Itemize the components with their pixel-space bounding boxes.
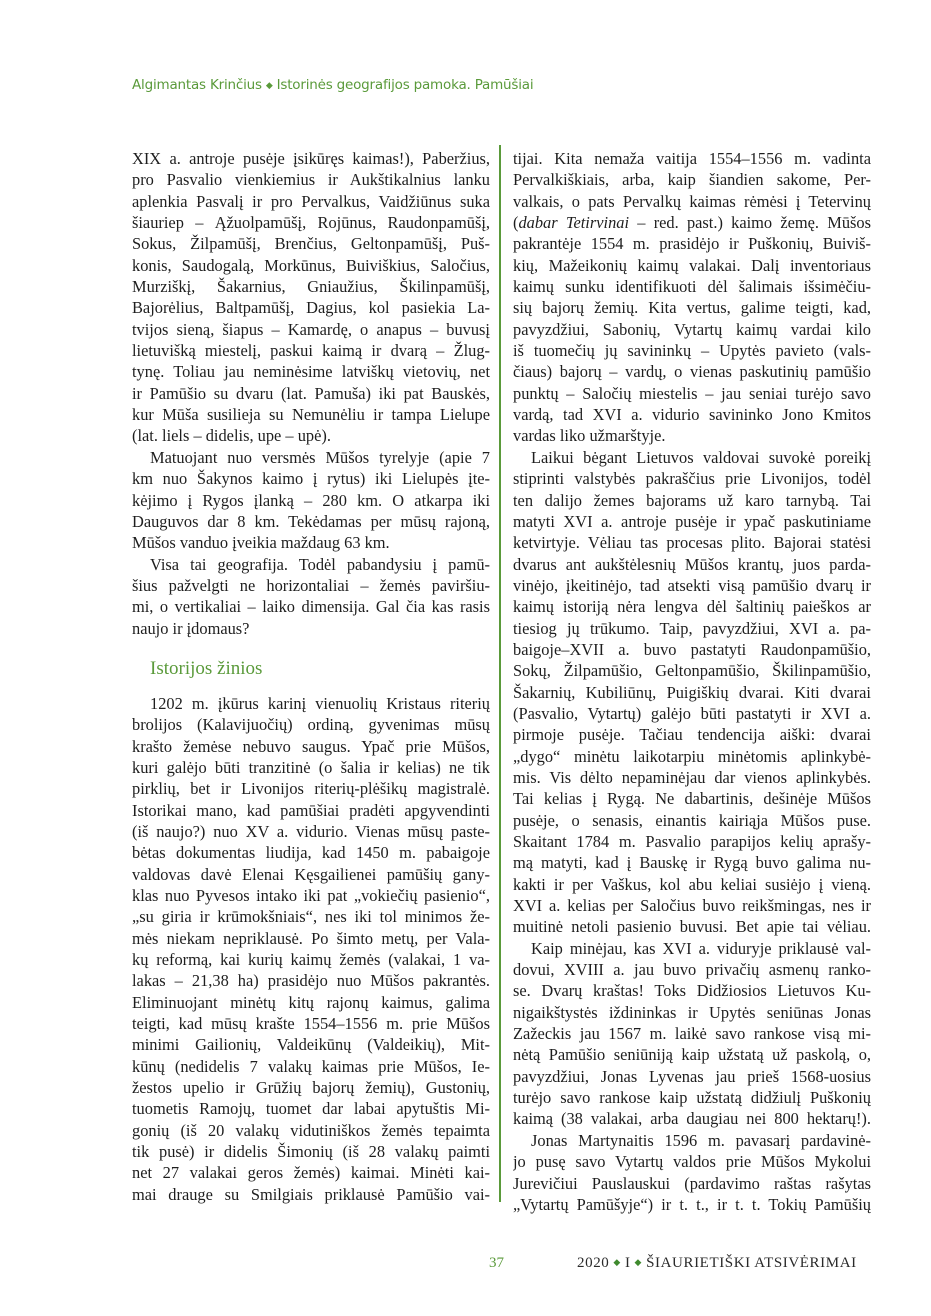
text-line: mi, o vertikaliai – laiko dimensija. Gal čia kas rasis xyxy=(132,597,490,617)
text-line: ten dalijo žemes bajorams už karo tarnybą. Tai xyxy=(513,490,871,510)
paragraph-start-line: Laikui bėgant Lietuvos valdovai suvokė poreikį xyxy=(531,447,871,467)
text-line: mą matyti, kad į Bauskę ir Rygą buvo galima nu- xyxy=(513,853,871,873)
text-line: kūnų (nedidelis 7 valakų kaimas prie Mūšos, Ie- xyxy=(132,1056,490,1076)
text-line: matyti XVI a. antroje pusėje ir ypač paskutiniame xyxy=(513,511,871,531)
text-line: ir Pamūšio su dvaru (lat. Pamuša) iki pat Bauskės, xyxy=(132,383,490,403)
text-line: valdovas davė Elenai Kęsgailienei pamūšių gany- xyxy=(132,864,490,884)
column-divider xyxy=(499,145,501,1202)
text-line: krašto žemėse nebuvo saugus. Ypač prie Mūšos, xyxy=(132,736,490,756)
text-line: dvarus ant aukštėlesnių Mūšos krantų, juos parda- xyxy=(513,554,871,574)
text-line: klas nuo Pyvesos intako iki pat „vokiečių pasienio“, xyxy=(132,886,490,905)
text-line: kur Mūša susilieja su Nemunėliu ir tampa Lielupe xyxy=(132,405,490,425)
text-line: iš tuomečių jų savininkų – Upytės pavieto (vals- xyxy=(513,341,871,361)
text-line: pirmoje pusėje. Tačiau tendencija aiški: dvarai xyxy=(513,725,871,745)
text-line: stiprinti valstybės pakraščius prie Livonijos, todėl xyxy=(513,469,871,489)
journal-title: ŠIAURIETIŠKI ATSIVĖRIMAI xyxy=(646,1255,857,1271)
text-line: vardas liko užmarštyje. xyxy=(513,426,666,446)
text-line: aplenkia Pasvalį ir pro Pervalkus, Vaidžiūnus suka xyxy=(132,191,490,211)
text-line: ketvirtyje. Vėliau tas procesas plito. Bajorai statėsi xyxy=(513,533,871,553)
text-line: net 27 valakai geros žemės) kaimai. Minėti kai- xyxy=(132,1163,490,1183)
text-line: sių bajorų žemių. Kita vertus, galime teigti, kad, xyxy=(513,298,871,318)
text-line: Mūšos vanduo įveikia maždaug 63 km. xyxy=(132,533,390,553)
text-line: pavyzdžiui, Jonas Lyvenas jau prieš 1568-uosius xyxy=(513,1066,871,1086)
text-line: kių, Mažeikonių kaimų valakai. Dalį inventoriaus xyxy=(513,255,871,275)
paragraph-start-line: Jonas Martynaitis 1596 m. pavasarį pardavinė- xyxy=(531,1130,871,1150)
text-line: Pervalkiškiais, arba, kaip šiandien sakome, Per- xyxy=(513,170,871,190)
text-line: konis, Saudogalą, Morkūnus, Buiviškius, Saločius, xyxy=(132,255,490,275)
text-line: pirklių, bet ir Livonijos riterių-plėšikų magistralė. xyxy=(132,779,490,799)
text-line: Sokus, Žilpamūšį, Brenčius, Geltonpamūšį, Puš- xyxy=(132,234,490,254)
text-line: teigti, kad mūsų krašte 1554–1556 m. prie Mūšos xyxy=(132,1014,490,1034)
text-fragment: – red. past.) kaimo žemę. Mūšos xyxy=(629,213,871,233)
text-line: baigoje–XVII a. buvo pastatyti Raudonpamūšio, xyxy=(513,639,871,659)
text-line: kakti ir per Vaškus, kol abu keliai susiėjo į vieną. xyxy=(513,874,871,894)
open-paren: ( xyxy=(513,213,519,233)
text-line: kų reformą, kai kurių kaimų žemės (valakai, 1 va- xyxy=(132,950,490,970)
text-line: Murziškį, Šakarnius, Gniaužius, Škilinpamūšį, xyxy=(132,277,490,297)
text-line: Šakarnių, Kubiliūnų, Puigiškių dvarai. Kiti dvarai xyxy=(513,682,871,702)
text-line: (lat. liels – didelis, upe – upė). xyxy=(132,426,331,446)
text-line: Zažeckis jau 1567 m. laikė savo rankose visą mi- xyxy=(513,1024,871,1044)
diamond-separator-icon: ◆ xyxy=(613,1257,621,1267)
text-line: lakas – 21,38 ha) prasidėjo nuo Mūšos pakrantės. xyxy=(132,971,490,991)
diamond-separator-icon: ◆ xyxy=(265,81,273,91)
text-line: Bajorėlius, Baltpamūšį, Dagius, kol pasiekia La- xyxy=(132,298,490,318)
journal-issue: I xyxy=(624,1255,631,1271)
running-head-author: Algimantas Krinčius xyxy=(132,77,262,93)
text-line: vardą, tad XVI a. vidurio savininko Jono Kmitos xyxy=(513,405,871,425)
text-line: Tai kelias į Rygą. Ne dabartinis, dešinėje Mūšos xyxy=(513,789,871,809)
paragraph-start-line: Matuojant nuo versmės Mūšos tyrelyje (apie 7 xyxy=(150,447,490,467)
text-line: naujo ir įdomaus? xyxy=(132,618,250,638)
left-column xyxy=(132,148,490,1205)
text-line: tijai. Kita nemaža vaitija 1554–1556 m. vadinta xyxy=(513,149,871,168)
text-line: tynę. Toliau jau neminėsime latviškų vietovių, net xyxy=(132,362,490,382)
text-line: nigaikštystės iždininkas ir Upytės seniūnas Jonas xyxy=(513,1002,871,1022)
text-line: gonių (iš 20 valakų vidutiniškos žemės tepaimta xyxy=(132,1120,490,1140)
text-line: tik pusė) ir didelis Šimonių (iš 28 valakų paimti xyxy=(132,1142,490,1162)
text-line: muitinė netoli pasienio buvusi. Bet apie tai vėliau. xyxy=(513,917,871,937)
text-line: „su giria ir krūmokšniais“, nes iki tol minimos že- xyxy=(132,907,490,927)
paragraph-start-line: Visa tai geografija. Todėl pabandysiu į pamū- xyxy=(150,554,490,574)
text-line: pusėje, o senasis, einantis kairiąja Mūšos puse. xyxy=(513,810,871,830)
text-line: nėtą Pamūšio seniūniją kaip užstatą už paskolą, o, xyxy=(513,1045,871,1065)
text-line: XIX a. antroje pusėje įsikūręs kaimas!), Paberžius, xyxy=(132,149,490,168)
journal-year: 2020 xyxy=(577,1255,610,1271)
text-line: vinėjo, įkeitinėjo, tad atsekti visą pamūšio dvarų ir xyxy=(513,575,871,595)
text-line: „Vytartų Pamūšyje“) ir t. t., ir t. t. Tokių Pamūšių xyxy=(513,1194,871,1214)
text-line: tuometis Ramojų, tuomet dar labai apytuštis Mi- xyxy=(132,1099,490,1119)
paragraph-start-line: 1202 m. įkūrus karinį vienuolių Kristaus riterių xyxy=(150,693,490,713)
text-line: pro Pasvalio vienkiemius ir Aukštikalnius lanku xyxy=(132,170,490,190)
text-line: Istorikai mano, kad pamūšiai pradėti apgyvendinti xyxy=(132,800,490,820)
text-line-with-italic xyxy=(513,212,871,233)
text-line: žestos upelio ir Grūžių bajorų žemių), Gustonių, xyxy=(132,1078,490,1098)
text-line: mai drauge su Smilgiais priklausė Pamūšio vai- xyxy=(132,1184,490,1204)
text-line: kuri galėjo būti tranzitinė (o šalia ir kelias) ne tik xyxy=(132,757,490,777)
text-line: turėjo savo rankose kaip užstatą didžiulį Puškonių xyxy=(513,1088,871,1108)
text-line: kaimą (38 valakai, arba daugiau nei 800 hektarų!). xyxy=(513,1109,871,1129)
text-line: kaimų istoriją nėra lengva dėl šaltinių paieškos ar xyxy=(513,597,871,617)
text-line: minimi Gailionių, Valdeikūnų (Valdeikių), Mit- xyxy=(132,1035,490,1055)
text-line: Eliminuojant minėtų kitų rajonų kaimus, galima xyxy=(132,992,490,1012)
section-heading: Istorijos žinios xyxy=(150,657,263,679)
text-line: mės niekam nepriklausė. Po šimto metų, per Vala- xyxy=(132,928,490,948)
text-line: tvijos sieną, šiapus – Kamardę, o anapus – buvusį xyxy=(132,319,490,339)
text-line: šiauriep – Ąžuolpamūšį, Rojūnus, Raudonpamūšį, xyxy=(132,213,490,233)
text-line: pavyzdžiui, Sabonių, Vytartų kaimų vardai kilo xyxy=(513,319,871,339)
text-line: se. Dvarų kraštas! Toks Didžiosios Lietuvos Ku- xyxy=(513,981,871,1001)
text-line: Jurevičiui Pauslauskui (pardavimo raštas rašytas xyxy=(513,1173,871,1193)
text-line: pakrantėje 1554 m. prasidėjo ir Puškonių, Buiviš- xyxy=(513,234,871,254)
text-line: bėtas dokumentas liudija, kad 1450 m. pabaigoje xyxy=(132,843,490,863)
diamond-separator-icon: ◆ xyxy=(634,1257,643,1267)
text-line: lietuvišką miestelį, paskui kaimą ir dvarą – Žlug- xyxy=(132,341,490,361)
running-head-title: Istorinės geografijos pamoka. Pamūšiai xyxy=(276,77,534,93)
text-line: mis. Vis dėlto nepaminėjau dar vienos aplinkybės. xyxy=(513,767,871,787)
text-line: brolijos (Kalavijuočių) ordiną, gyvenimas mūsų xyxy=(132,715,490,735)
right-column xyxy=(513,148,871,1215)
text-line: XVI a. kelias per Saločius buvo reikšmingas, nes ir xyxy=(513,896,871,916)
text-line: valkais, o pats Pervalkų kaimas rėmėsi į Tetervinų xyxy=(513,191,871,211)
text-line: „dygo“ minėtu laikotarpiu minėtomis aplinkybė- xyxy=(513,746,871,766)
text-line: jo pusę savo Vytartų valdos prie Mūšos Mykolui xyxy=(513,1152,871,1172)
page-number: 37 xyxy=(489,1255,504,1271)
paragraph-start-line: Kaip minėjau, kas XVI a. viduryje priklausė val- xyxy=(531,938,871,958)
text-line: Skaitant 1784 m. Pasvalio parapijos kelių aprašy- xyxy=(513,832,871,851)
text-line: Sokų, Žilpamūšio, Geltonpamūšio, Škilinpamūšio, xyxy=(513,661,871,681)
editor-note-italic: dabar Tetirvinai xyxy=(518,213,630,233)
text-line: šius pažvelgti ne horizontaliai – žemės paviršiu- xyxy=(132,575,490,595)
text-line: (iš naujo?) nuo XV a. vidurio. Vienas mūsų paste- xyxy=(132,821,490,841)
running-head xyxy=(132,77,533,93)
text-line: kaimų sunku identifikuoti dėl šalimais išsimėčiu- xyxy=(513,277,871,297)
text-line: dovui, XVIII a. jau buvo privačių asmenų ranko- xyxy=(513,960,871,980)
text-line: kėjimo į Rygos įlanką – 280 km. O atkarpa iki xyxy=(132,490,490,510)
text-line: (Pasvalio, Vytartų) galėjo būti pastatyti ir XVI a. xyxy=(513,703,871,723)
text-line: Dauguvos dar 8 km. Tekėdamas per mūsų rajoną, xyxy=(132,511,490,531)
text-line: tiesiog jų trūkumo. Taip, pavyzdžiui, XVI a. pa- xyxy=(513,618,871,638)
text-line: čiaus) bajorų – vardų, o vienas paskutinių pamūšio xyxy=(513,362,871,382)
text-line: punktų – Saločių miestelis – jau seniai turėjo savo xyxy=(513,383,871,403)
spacer xyxy=(132,639,490,653)
journal-info xyxy=(577,1255,857,1272)
text-line: km nuo Šakynos kaimo į rytus) iki Lielupės įte- xyxy=(132,469,490,489)
